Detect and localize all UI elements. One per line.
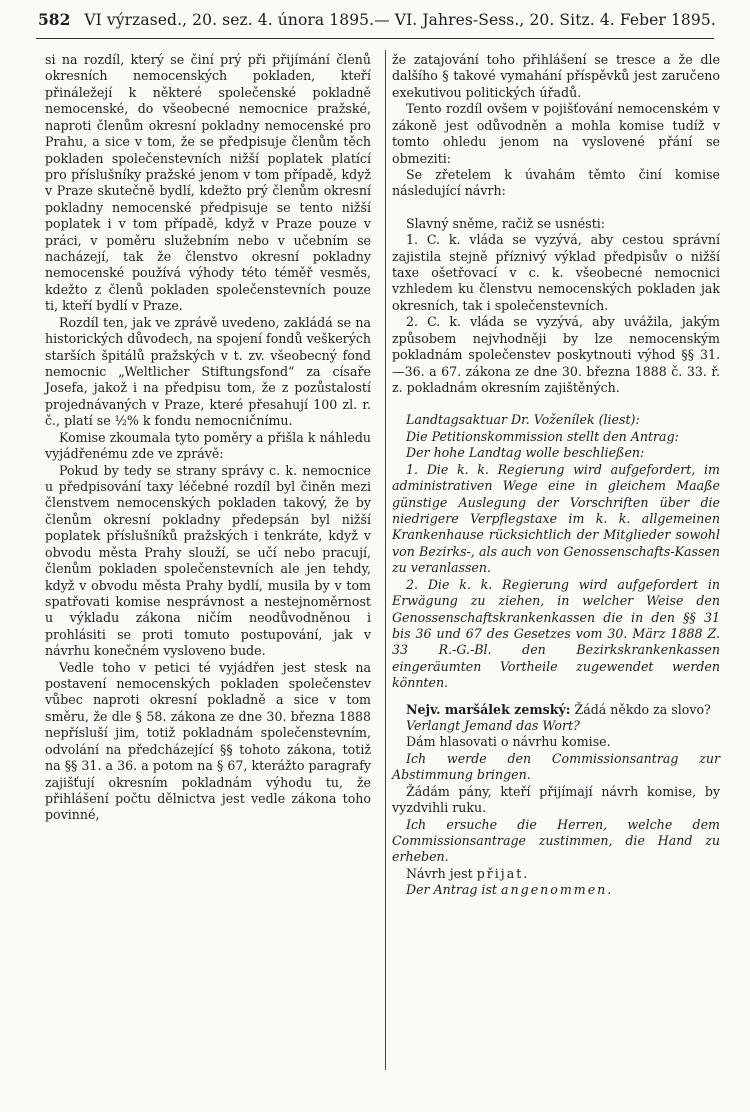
speaker-text: Žádá někdo za slovo?: [574, 701, 711, 717]
motion-item-de-2: 2. Die k. k. Regierung wird aufgefordert in Erwägung zu ziehen, in welcher Weise den Genossenschaftskrankenkassen die in den §§ 31 bis 36 und 67 des Gesetzes vom 30. März 1888 Z. 33 R.-G.-Bl. den Bezirkskrankenkassen eingeräumten Vortheile zugewendet werden könnten.: [392, 576, 720, 691]
paragraph: Rozdíl ten, jak ve zprávě uvedeno, zakládá se na historických důvodech, na spojení fondů veškerých starších špitálů pražských v t. zv. všeobecný fond nemocnic „Weltlicher Stiftungsfond“ za císaře Josefa, jakož i na předpisu tom, že z pozůstalostí projednávaných v Praze, které přesahují 100 zl. r. č., platí se ½% k fondu nemocničnímu.: [45, 314, 371, 429]
paragraph: Vedle toho v petici té vyjádřen jest stesk na postavení nemocenských pokladen společenstev vůbec naproti okresní pokladně a sice v tom směru, že dle § 58. zákona ze dne 30. března 1888 nepřísluší jim, totiž pokladnám společenstevním, odvolání na předcházející §§ tohoto zákona, totiž na §§ 31. a 36. a potom na § 67, kterážto paragrafy zajišťují okresním pokladnám výhodu tu, že přihlášení počtu dělnictva jest vedle zákona toho povinné,: [45, 659, 371, 823]
motion-item-2: 2. C. k. vláda se vyzývá, aby uvážila, jakým způsobem nejvhodněji by lze nemocenským pokladnám společenstev poskytnouti výhod §§ 31.—36. a 67. zákona ze dne 30. března 1888 č. 33. ř. z. pokladnám okresním zajištěných.: [392, 314, 720, 396]
page-number: 582: [38, 10, 71, 29]
paragraph: že zatajování toho přihlášení se tresce a že dle dalšího § takové vymahání příspěvků jest zaručeno exekutivou politických úřadů.: [392, 52, 720, 100]
paragraph: si na rozdíl, který se činí prý při přijímání členů okresních nemocenských pokladen, kteří přináležejí k některé společenské pokladně nemocenské, do všeobecné nemocnice pražské, naproti členům okresní pokladny nemocenské pro Prahu, a sice v tom, že se předpisuje členům těch pokladen společenstevních nižší poplatek platící pro příslušníky pražské jenom v tom případě, když v Praze skutečně bydlí, kdežto prý členům okresní pokladny nemocenské předpisuje se tento nižší poplatek i v tom případě, když v Praze pouze v práci, v poměru služebním nebo v učebním se nacházejí, tak že členstvo okresní pokladny nemocenské používá výhody této téměř vesměs, kdežto z členů pokladen společenstevních pouze ti, kteří bydlí v Praze.: [45, 52, 371, 314]
page-header: [38, 10, 716, 36]
paragraph: Ich werde den Commissionsantrag zur Abstimmung bringen.: [392, 750, 720, 783]
paragraph: Tento rozdíl ovšem v pojišťování nemocenském v zákoně jest odůvodněn a mohla komise tudíž v tomto ohledu jenom na vyslovené přání se obmeziti:: [392, 101, 720, 166]
spacer: [392, 396, 720, 412]
paragraph: Der hohe Landtag wolle beschließen:: [406, 445, 645, 461]
column-divider: [385, 50, 386, 1070]
paragraph: [392, 882, 720, 898]
header-rule: [36, 38, 714, 39]
paragraph: [392, 702, 720, 718]
spacer: [392, 692, 720, 702]
right-column: [392, 52, 720, 899]
paragraph: [392, 866, 720, 882]
speaker-name: Nejv. maršálek zemský:: [406, 701, 571, 717]
paragraph: Verlangt Jemand das Wort?: [406, 718, 580, 734]
spacer: [392, 200, 720, 216]
paragraph: Die Petitionskommission stellt den Antrag:: [406, 428, 679, 444]
paragraph: Žádám pány, kteří přijímají návrh komise, by vyzdvihli ruku.: [392, 783, 720, 816]
left-column: [45, 52, 371, 824]
paragraph: Ich ersuche die Herren, welche dem Commissionsantrage zustimmen, die Hand zu erheben.: [392, 816, 720, 865]
paragraph: Komise zkoumala tyto poměry a přišla k náhledu vyjádřenému zde ve zprávě:: [45, 429, 371, 462]
speaker-line: Landtagsaktuar Dr. Voženílek (liest):: [406, 412, 640, 428]
result-lead: Návrh jest: [406, 865, 473, 881]
result-word-de: angenommen.: [501, 882, 614, 898]
motion-item-1: 1. C. k. vláda se vyzývá, aby cestou správní zajistila stejně příznivý výklad předpisův o nižší taxe ošetřovací v c. k. všeobecné nemocnici vzhledem ku členstvu nemocenských pokladen jak okresních, tak i společenstevních.: [392, 232, 720, 313]
motion-item-de-1: 1. Die k. k. Regierung wird aufgefordert, im administrativen Wege eine in gleichem Maaße günstige Auslegung der Vorschriften über die niedrigere Verpflegstaxe im k. k. allgemeinen Krankenhause rücksichtlich der Mitglieder sowohl von Bezirks-, als auch von Genossenschafts-Kassen zu veranlassen.: [392, 461, 720, 576]
result-lead-de: Der Antrag ist: [406, 882, 497, 898]
paragraph: Dám hlasovati o návrhu komise.: [406, 734, 611, 750]
running-title: VI výrzased., 20. sez. 4. února 1895.— VI. Jahres-Sess., 20. Sitz. 4. Feber 1895.: [84, 11, 716, 29]
motion-intro: Slavný sněme, račiž se usnésti:: [406, 215, 606, 231]
result-word: přijat.: [476, 865, 530, 881]
paragraph: Se zřetelem k úvahám těmto činí komise následující návrh:: [392, 166, 720, 199]
paragraph: Pokud by tedy se strany správy c. k. nemocnice u předpisování taxy léčebné rozdíl byl činěn mezi členstvem nemocenských pokladen takový, že by členům okresní pokladny předepsán byl nižší poplatek příslušníků pražských i tenkráte, když v obvodu města Prahy slouží, se učí nebo pracují, členům pokladen společenstevních ale jen tehdy, když v obvodu města Prahy bydlí, musila by v tom spatřovati komise nesprávnost a nestejnoměrnost u výkladu zákona ničím neodůvodněnou i prohlásiti se proti tomuto postupování, jak v návrhu konečném vysloveno bude.: [45, 462, 371, 659]
